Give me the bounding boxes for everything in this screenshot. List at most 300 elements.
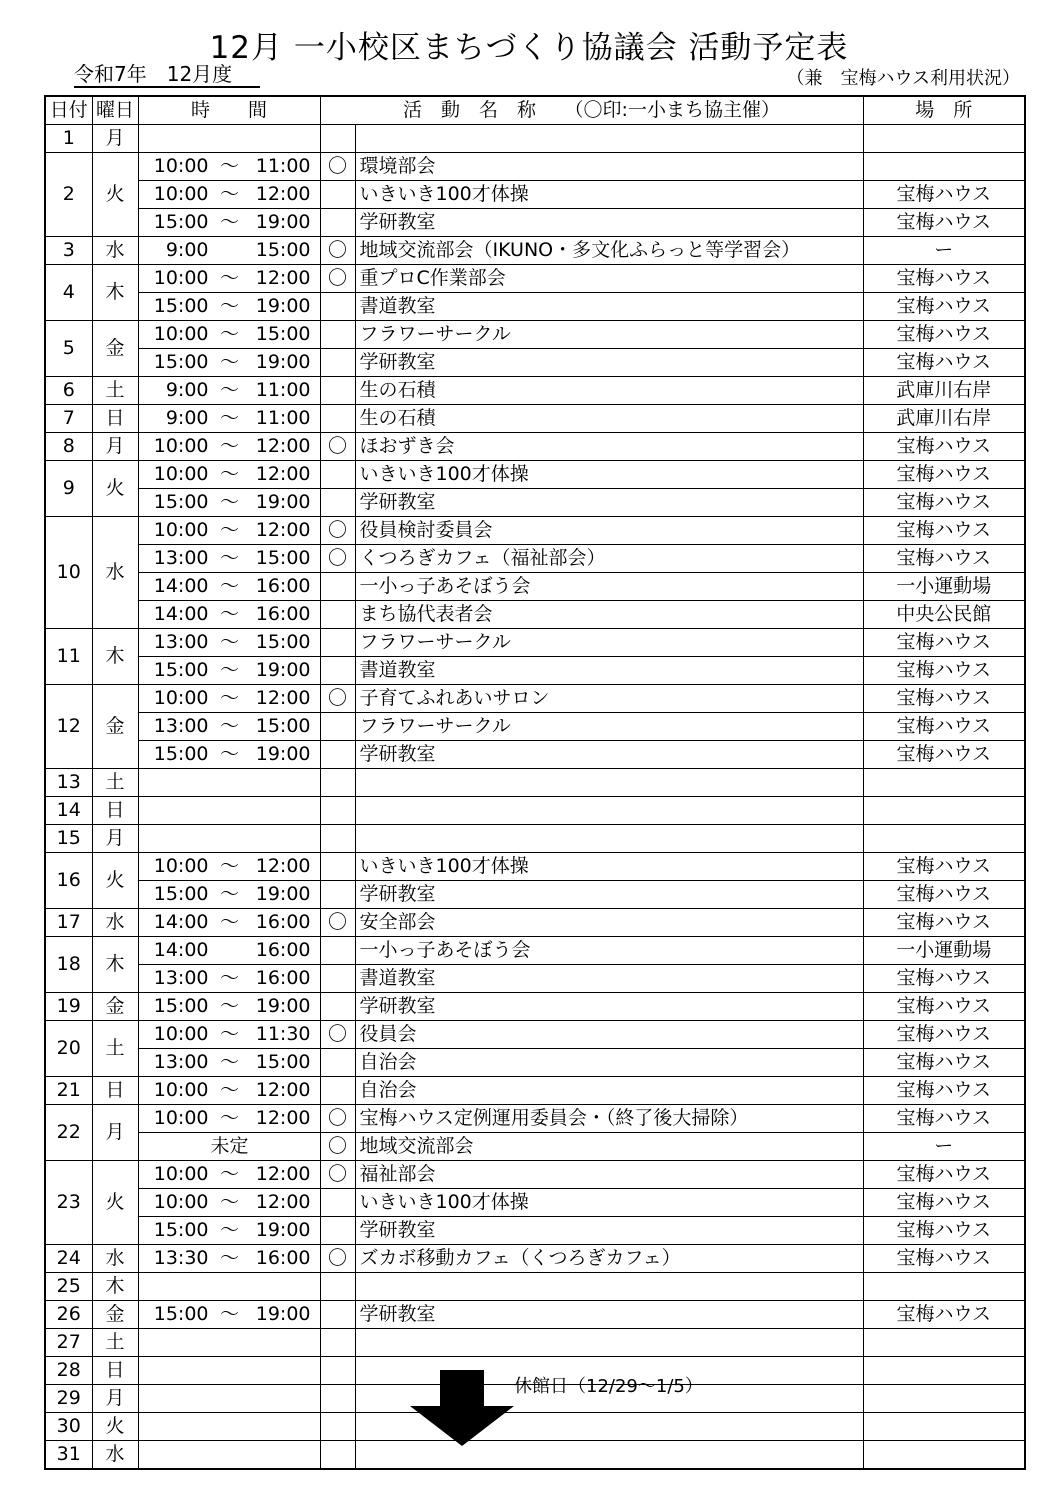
host-mark [320, 1049, 355, 1077]
schedule-row [45, 349, 1025, 377]
weekday-cell: 火 [92, 1161, 138, 1245]
time-cell [138, 489, 320, 517]
time-cell [138, 937, 320, 965]
host-mark [320, 489, 355, 517]
schedule-row [45, 1441, 1025, 1470]
weekday-cell: 木 [92, 1273, 138, 1301]
start-time: 13:00 [153, 967, 209, 989]
start-time: 10:00 [153, 435, 209, 457]
date-cell: 20 [45, 1021, 92, 1077]
schedule-row [45, 797, 1025, 825]
activity-name: 福祉部会 [355, 1161, 863, 1189]
host-mark [320, 1217, 355, 1245]
time-cell [138, 517, 320, 545]
end-time: 16:00 [255, 911, 311, 933]
time-separator: ～ [219, 575, 239, 597]
time-cell [138, 713, 320, 741]
host-mark: 〇 [320, 1161, 355, 1189]
time-separator: ～ [219, 379, 239, 401]
time-cell [138, 1301, 320, 1329]
activity-name [355, 1273, 863, 1301]
time-cell [138, 1049, 320, 1077]
time-separator: ～ [219, 1191, 239, 1213]
activity-name: いきいき100才体操 [355, 1189, 863, 1217]
place-cell [863, 1385, 1025, 1413]
time-separator: ～ [219, 351, 239, 373]
schedule-row [45, 237, 1025, 265]
start-time: 15:00 [153, 743, 209, 765]
end-time: 19:00 [255, 295, 311, 317]
activity-name: 学研教室 [355, 209, 863, 237]
start-time: 15:00 [153, 295, 209, 317]
header-day: 日付 [45, 96, 92, 125]
weekday-cell: 水 [92, 517, 138, 629]
end-time: 12:00 [255, 1079, 311, 1101]
time-cell [138, 209, 320, 237]
weekday-cell: 木 [92, 937, 138, 993]
time-cell [138, 349, 320, 377]
schedule-row [45, 993, 1025, 1021]
time-cell [138, 797, 320, 825]
place-cell: 一小運動場 [863, 573, 1025, 601]
date-cell: 29 [45, 1385, 92, 1413]
place-cell: 宝梅ハウス [863, 965, 1025, 993]
time-separator: ～ [219, 995, 239, 1017]
place-cell: 宝梅ハウス [863, 1245, 1025, 1273]
host-mark [320, 1301, 355, 1329]
start-time: 15:00 [153, 491, 209, 513]
time-separator: ～ [219, 1303, 239, 1325]
date-cell: 3 [45, 237, 92, 265]
place-cell [863, 1413, 1025, 1441]
weekday-cell: 水 [92, 1245, 138, 1273]
weekday-cell: 金 [92, 321, 138, 377]
schedule-row [45, 601, 1025, 629]
place-cell: 中央公民館 [863, 601, 1025, 629]
time-cell [138, 1413, 320, 1441]
schedule-row [45, 629, 1025, 657]
start-time: 10:00 [153, 183, 209, 205]
time-separator: ～ [219, 519, 239, 541]
period-label: 令和7年 12月度 [74, 62, 260, 88]
schedule-row [45, 377, 1025, 405]
date-cell: 19 [45, 993, 92, 1021]
host-mark: 〇 [320, 237, 355, 265]
host-mark: 〇 [320, 1105, 355, 1133]
start-time: 15:00 [153, 995, 209, 1017]
activity-name: 学研教室 [355, 1301, 863, 1329]
time-separator: ～ [219, 323, 239, 345]
time-cell [138, 741, 320, 769]
weekday-cell: 木 [92, 629, 138, 685]
end-time: 19:00 [255, 1219, 311, 1241]
time-cell [138, 1329, 320, 1357]
schedule-row [45, 153, 1025, 181]
place-cell: 宝梅ハウス [863, 181, 1025, 209]
schedule-table [44, 95, 1026, 1470]
host-mark: 〇 [320, 1021, 355, 1049]
end-time: 19:00 [255, 491, 311, 513]
place-cell: 宝梅ハウス [863, 1049, 1025, 1077]
place-cell [863, 825, 1025, 853]
date-cell: 4 [45, 265, 92, 321]
weekday-cell: 土 [92, 1021, 138, 1077]
activity-name: 自治会 [355, 1077, 863, 1105]
activity-name [355, 769, 863, 797]
weekday-cell: 日 [92, 1077, 138, 1105]
time-separator: ～ [219, 743, 239, 765]
host-mark [320, 881, 355, 909]
time-separator: ～ [219, 1247, 239, 1269]
start-time: 14:00 [153, 603, 209, 625]
end-time: 12:00 [255, 687, 311, 709]
date-cell: 24 [45, 1245, 92, 1273]
host-mark [320, 125, 355, 153]
schedule-body [45, 125, 1025, 1470]
time-separator: ～ [219, 1051, 239, 1073]
schedule-row [45, 209, 1025, 237]
date-cell: 14 [45, 797, 92, 825]
time-cell [138, 181, 320, 209]
place-cell [863, 797, 1025, 825]
schedule-row [45, 433, 1025, 461]
start-time: 15:00 [153, 883, 209, 905]
place-cell: 宝梅ハウス [863, 741, 1025, 769]
date-cell: 11 [45, 629, 92, 685]
end-time: 16:00 [255, 575, 311, 597]
holiday-note: 休館日（12/29～1/5） [514, 1376, 703, 1397]
weekday-cell: 土 [92, 769, 138, 797]
host-mark [320, 1077, 355, 1105]
end-time: 12:00 [255, 435, 311, 457]
time-cell [138, 657, 320, 685]
time-separator: ～ [219, 1219, 239, 1241]
place-cell: 宝梅ハウス [863, 433, 1025, 461]
time-cell [138, 321, 320, 349]
end-time: 15:00 [255, 239, 311, 261]
time-cell [138, 153, 320, 181]
host-mark [320, 1189, 355, 1217]
host-mark [320, 209, 355, 237]
place-cell [863, 769, 1025, 797]
schedule-row [45, 1077, 1025, 1105]
time-cell [138, 1189, 320, 1217]
activity-name [355, 797, 863, 825]
schedule-row [45, 1273, 1025, 1301]
time-cell [138, 769, 320, 797]
end-time: 11:00 [255, 407, 311, 429]
time-separator: ～ [219, 1163, 239, 1185]
date-cell: 18 [45, 937, 92, 993]
weekday-cell: 日 [92, 797, 138, 825]
place-cell: 宝梅ハウス [863, 1301, 1025, 1329]
end-time: 15:00 [255, 547, 311, 569]
weekday-cell: 月 [92, 825, 138, 853]
activity-name: くつろぎカフェ（福祉部会） [355, 545, 863, 573]
down-arrow-icon [410, 1370, 514, 1446]
start-time: 10:00 [153, 687, 209, 709]
host-mark [320, 1441, 355, 1470]
time-separator: ～ [219, 407, 239, 429]
header-place: 場 所 [863, 96, 1025, 125]
host-mark [320, 741, 355, 769]
end-time: 16:00 [255, 603, 311, 625]
activity-name: 書道教室 [355, 965, 863, 993]
date-cell: 1 [45, 125, 92, 153]
time-cell [138, 573, 320, 601]
time-cell [138, 405, 320, 433]
activity-name: 一小っ子あそぼう会 [355, 573, 863, 601]
activity-name: フラワーサークル [355, 629, 863, 657]
time-cell [138, 1385, 320, 1413]
weekday-cell: 火 [92, 853, 138, 909]
place-cell: 宝梅ハウス [863, 321, 1025, 349]
schedule-row [45, 573, 1025, 601]
time-cell [138, 265, 320, 293]
time-cell [138, 685, 320, 713]
place-cell: 宝梅ハウス [863, 881, 1025, 909]
time-separator: ～ [219, 155, 239, 177]
date-cell: 27 [45, 1329, 92, 1357]
place-cell [863, 1329, 1025, 1357]
place-cell: 宝梅ハウス [863, 993, 1025, 1021]
time-separator: ～ [219, 1079, 239, 1101]
place-cell: 宝梅ハウス [863, 629, 1025, 657]
weekday-cell: 水 [92, 237, 138, 265]
place-cell: 宝梅ハウス [863, 293, 1025, 321]
host-mark [320, 993, 355, 1021]
time-separator: ～ [219, 967, 239, 989]
weekday-cell: 月 [92, 1105, 138, 1161]
schedule-row [45, 405, 1025, 433]
activity-name: 重プロC作業部会 [355, 265, 863, 293]
time-cell [138, 1021, 320, 1049]
host-mark [320, 965, 355, 993]
activity-name: いきいき100才体操 [355, 181, 863, 209]
schedule-row [45, 713, 1025, 741]
host-mark: 〇 [320, 545, 355, 573]
place-cell: 宝梅ハウス [863, 909, 1025, 937]
end-time: 12:00 [255, 267, 311, 289]
date-cell: 30 [45, 1413, 92, 1441]
start-time: 13:00 [153, 631, 209, 653]
start-time: 14:00 [153, 939, 209, 961]
place-cell: 宝梅ハウス [863, 1105, 1025, 1133]
time-cell [138, 237, 320, 265]
host-mark: 〇 [320, 517, 355, 545]
time-separator: ～ [219, 547, 239, 569]
start-time: 10:00 [153, 323, 209, 345]
start-time: 13:00 [153, 547, 209, 569]
time-separator: ～ [219, 491, 239, 513]
schedule-row [45, 1245, 1025, 1273]
time-undecided: 未定 [210, 1135, 249, 1157]
date-cell: 25 [45, 1273, 92, 1301]
host-mark [320, 769, 355, 797]
time-cell [138, 545, 320, 573]
end-time: 12:00 [255, 183, 311, 205]
host-mark: 〇 [320, 1133, 355, 1161]
time-separator: ～ [219, 183, 239, 205]
schedule-row [45, 265, 1025, 293]
date-cell: 26 [45, 1301, 92, 1329]
host-mark: 〇 [320, 153, 355, 181]
host-mark: 〇 [320, 1245, 355, 1273]
activity-name: 学研教室 [355, 741, 863, 769]
schedule-row [45, 1329, 1025, 1357]
schedule-row [45, 461, 1025, 489]
start-time: 10:00 [153, 1079, 209, 1101]
start-time: 9:00 [165, 379, 209, 401]
host-mark [320, 1413, 355, 1441]
activity-name: フラワーサークル [355, 713, 863, 741]
start-time: 15:00 [153, 1303, 209, 1325]
date-cell: 9 [45, 461, 92, 517]
start-time: 10:00 [153, 1023, 209, 1045]
end-time: 15:00 [255, 631, 311, 653]
host-mark: 〇 [320, 909, 355, 937]
host-mark: 〇 [320, 265, 355, 293]
time-cell [138, 377, 320, 405]
host-mark [320, 181, 355, 209]
start-time: 10:00 [153, 1191, 209, 1213]
time-cell [138, 1077, 320, 1105]
place-cell: 宝梅ハウス [863, 1021, 1025, 1049]
start-time: 15:00 [153, 659, 209, 681]
schedule-row [45, 1021, 1025, 1049]
start-time: 9:00 [165, 407, 209, 429]
date-cell: 7 [45, 405, 92, 433]
time-separator: ～ [219, 435, 239, 457]
weekday-cell: 火 [92, 1413, 138, 1441]
time-cell [138, 1441, 320, 1470]
time-separator: ～ [219, 659, 239, 681]
end-time: 19:00 [255, 883, 311, 905]
date-cell: 5 [45, 321, 92, 377]
host-mark [320, 1357, 355, 1385]
time-cell [138, 825, 320, 853]
time-separator: ～ [219, 1107, 239, 1129]
end-time: 11:30 [255, 1023, 311, 1045]
schedule-row [45, 293, 1025, 321]
weekday-cell: 水 [92, 909, 138, 937]
time-cell [138, 1133, 320, 1161]
activity-name: 宝梅ハウス定例運用委員会・（終了後大掃除） [355, 1105, 863, 1133]
schedule-row [45, 1189, 1025, 1217]
activity-name [355, 825, 863, 853]
time-cell [138, 461, 320, 489]
page-title: 12月 一小校区まちづくり協議会 活動予定表 [209, 30, 849, 66]
activity-name: 学研教室 [355, 1217, 863, 1245]
activity-name: 一小っ子あそぼう会 [355, 937, 863, 965]
place-cell: 宝梅ハウス [863, 461, 1025, 489]
schedule-row [45, 769, 1025, 797]
time-cell [138, 629, 320, 657]
time-separator: ～ [219, 267, 239, 289]
place-cell: 宝梅ハウス [863, 685, 1025, 713]
date-cell: 21 [45, 1077, 92, 1105]
activity-name [355, 125, 863, 153]
end-time: 15:00 [255, 323, 311, 345]
end-time: 19:00 [255, 995, 311, 1017]
place-cell: 宝梅ハウス [863, 545, 1025, 573]
activity-name: 役員会 [355, 1021, 863, 1049]
time-cell [138, 601, 320, 629]
host-mark [320, 405, 355, 433]
activity-name [355, 1329, 863, 1357]
start-time: 15:00 [153, 351, 209, 373]
place-cell: 宝梅ハウス [863, 209, 1025, 237]
time-cell [138, 965, 320, 993]
start-time: 14:00 [153, 911, 209, 933]
time-cell [138, 909, 320, 937]
host-mark [320, 461, 355, 489]
date-cell: 12 [45, 685, 92, 769]
host-mark [320, 825, 355, 853]
schedule-row [45, 1301, 1025, 1329]
date-cell: 10 [45, 517, 92, 629]
date-cell: 31 [45, 1441, 92, 1470]
schedule-row [45, 909, 1025, 937]
schedule-row [45, 825, 1025, 853]
place-cell [863, 1273, 1025, 1301]
place-cell: 宝梅ハウス [863, 713, 1025, 741]
start-time: 14:00 [153, 575, 209, 597]
host-mark [320, 293, 355, 321]
activity-name: 生の石積 [355, 405, 863, 433]
end-time: 19:00 [255, 211, 311, 233]
time-separator: ～ [219, 211, 239, 233]
start-time: 13:00 [153, 715, 209, 737]
host-mark [320, 601, 355, 629]
activity-name: 自治会 [355, 1049, 863, 1077]
date-cell: 22 [45, 1105, 92, 1161]
time-cell [138, 293, 320, 321]
host-mark [320, 1273, 355, 1301]
start-time: 13:00 [153, 1051, 209, 1073]
end-time: 11:00 [255, 379, 311, 401]
start-time: 10:00 [153, 463, 209, 485]
end-time: 16:00 [255, 939, 311, 961]
activity-name: ほおずき会 [355, 433, 863, 461]
schedule-row [45, 853, 1025, 881]
time-separator: ～ [219, 603, 239, 625]
schedule-row [45, 965, 1025, 993]
end-time: 12:00 [255, 519, 311, 541]
activity-name: ズカボ移動カフェ（くつろぎカフェ） [355, 1245, 863, 1273]
schedule-row [45, 1049, 1025, 1077]
activity-name: フラワーサークル [355, 321, 863, 349]
place-cell: 宝梅ハウス [863, 1217, 1025, 1245]
header-row [45, 96, 1025, 125]
end-time: 19:00 [255, 659, 311, 681]
weekday-cell: 月 [92, 125, 138, 153]
host-mark: 〇 [320, 433, 355, 461]
date-cell: 15 [45, 825, 92, 853]
host-mark [320, 629, 355, 657]
activity-name: 安全部会 [355, 909, 863, 937]
end-time: 19:00 [255, 351, 311, 373]
time-cell [138, 1245, 320, 1273]
place-cell [863, 153, 1025, 181]
host-mark [320, 797, 355, 825]
host-mark [320, 321, 355, 349]
activity-name: いきいき100才体操 [355, 461, 863, 489]
start-time: 10:00 [153, 855, 209, 877]
end-time: 12:00 [255, 1107, 311, 1129]
end-time: 15:00 [255, 715, 311, 737]
place-cell: 宝梅ハウス [863, 657, 1025, 685]
